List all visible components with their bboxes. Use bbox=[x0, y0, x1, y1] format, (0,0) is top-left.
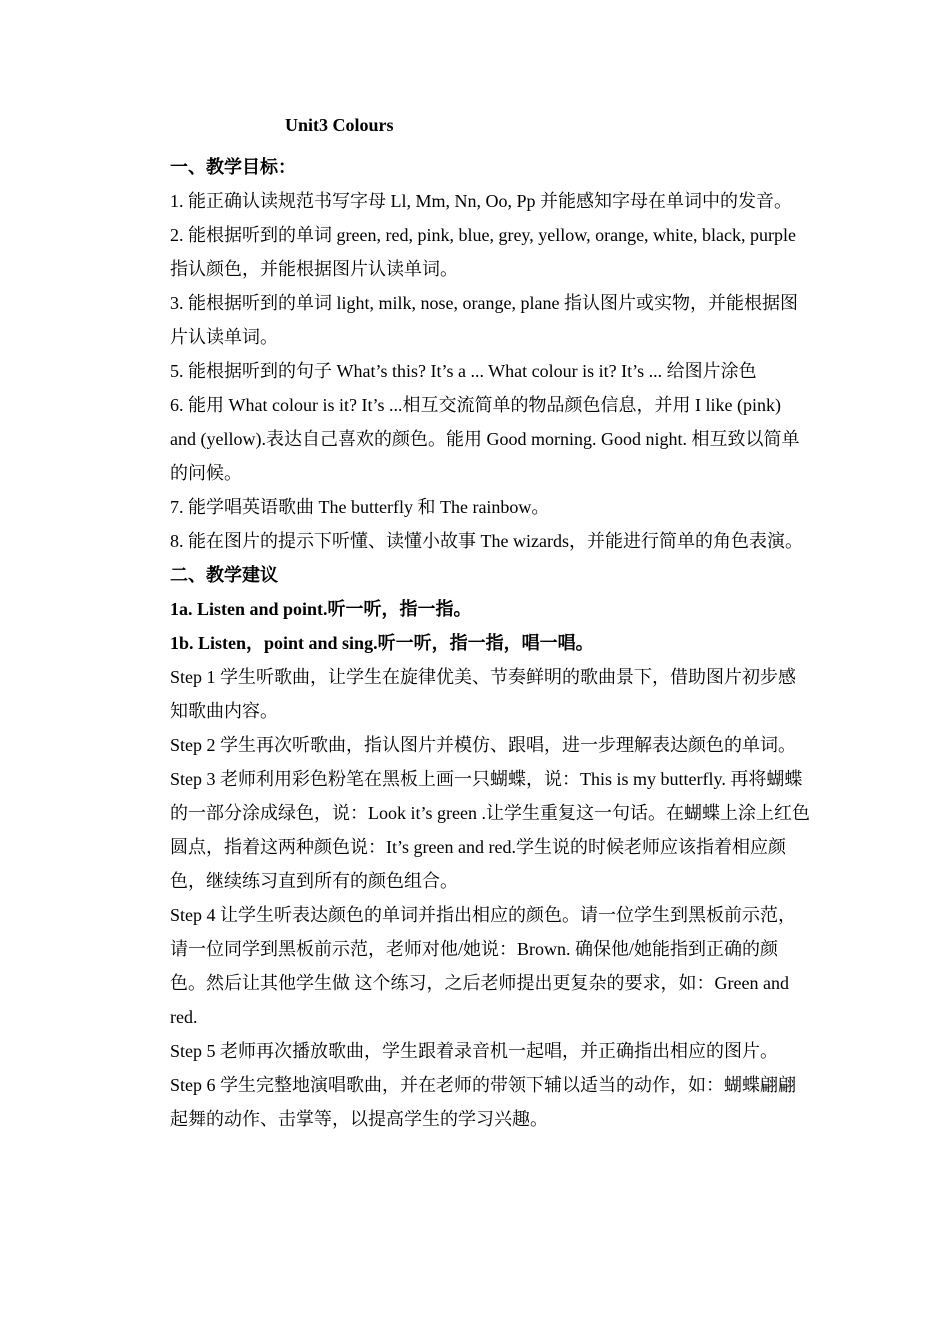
step-item: Step 2 学生再次听歌曲，指认图片并模仿、跟唱，进一步理解表达颜色的单词。 bbox=[170, 735, 796, 755]
objective-item: 2. 能根据听到的单词 green, red, pink, blue, grey, yellow, orange, white, black, purple 指认颜色，并能根据图片认读单词。 bbox=[170, 225, 797, 279]
activity-heading-1b: 1b. Listen，point and sing.听一听，指一指，唱一唱。 bbox=[170, 633, 594, 653]
objective-item: 3. 能根据听到的单词 light, milk, nose, orange, plane 指认图片或实物，并能根据图片认读单词。 bbox=[170, 293, 798, 347]
step-item: Step 3 老师利用彩色粉笔在黑板上画一只蝴蝶，说：This is my butterfly. 再将蝴蝶的一部分涂成绿色，说：Look it’s green .让学生重复这一句话。在蝴蝶上涂上红色圆点，指着这两种颜色说：It’s green and red.学生说的时候老师应该指着相应颜色，继续练习直到所有的颜色组合。 bbox=[170, 769, 810, 891]
step-item: Step 6 学生完整地演唱歌曲，并在老师的带领下辅以适当的动作，如：蝴蝶翩翩起舞的动作、击掌等，以提高学生的学习兴趣。 bbox=[170, 1075, 796, 1129]
section-heading-suggestions: 二、教学建议 bbox=[170, 565, 278, 585]
activity-heading-1a: 1a. Listen and point.听一听，指一指。 bbox=[170, 599, 472, 619]
objective-item: 5. 能根据听到的句子 What’s this? It’s a ... What colour is it? It’s ... 给图片涂色 bbox=[170, 361, 757, 381]
objective-item: 6. 能用 What colour is it? It’s ...相互交流简单的物品颜色信息，并用 I like (pink) and (yellow).表达自己喜欢的颜色。能用 Good morning. Good night. 相互致以简单的问候。 bbox=[170, 395, 800, 483]
objective-item: 8. 能在图片的提示下听懂、读懂小故事 The wizards，并能进行简单的角色表演。 bbox=[170, 531, 803, 551]
step-item: Step 5 老师再次播放歌曲，学生跟着录音机一起唱，并正确指出相应的图片。 bbox=[170, 1041, 778, 1061]
document-title: Unit3 Colours bbox=[285, 115, 394, 135]
document-body bbox=[170, 150, 810, 1136]
objective-item: 7. 能学唱英语歌曲 The butterfly 和 The rainbow。 bbox=[170, 497, 550, 517]
objective-item: 1. 能正确认读规范书写字母 Ll, Mm, Nn, Oo, Pp 并能感知字母在单词中的发音。 bbox=[170, 191, 793, 211]
step-item: Step 1 学生听歌曲，让学生在旋律优美、节奏鲜明的歌曲景下，借助图片初步感知歌曲内容。 bbox=[170, 667, 796, 721]
step-item: Step 4 让学生听表达颜色的单词并指出相应的颜色。请一位学生到黑板前示范，请一位同学到黑板前示范，老师对他/她说：Brown. 确保他/她能指到正确的颜色。然后让其他学生做 这个练习，之后老师提出更复杂的要求，如：Green and red. bbox=[170, 905, 796, 1027]
section-heading-objectives: 一、教学目标： bbox=[170, 157, 296, 177]
